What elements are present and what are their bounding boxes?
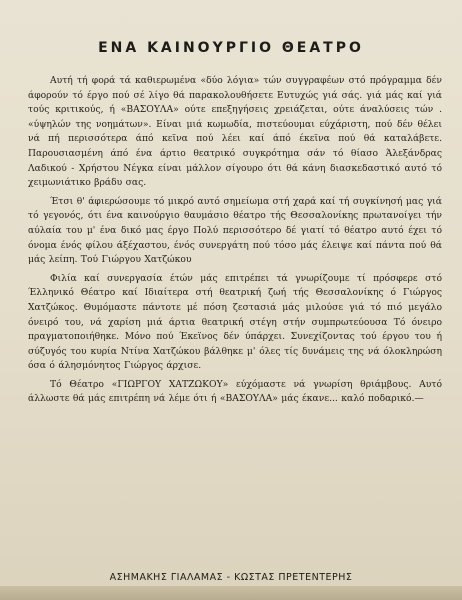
next-page-edge: [0, 586, 462, 600]
paragraph-dedication: Έτσι θ' άφιερώσουμε τό μικρό αυτό σημείωμα στή χαρά καί τή συγκίνησή μας γιά τό γεγονός, ότι ένα καινούργιο θαυμάσιο θέατρο τής Θεσσαλονίκης πρωτανοίγει τήν αύλαία του μ' ένα δικό μας έργο Πολύ περισσότερο δέ γιατί τό θέατρο αυτό έχει τό όνομα ένός φίλου άξέχαστου, ένός συνεργάτη πού τόσο μάς έλειψε καί πάντα πού θά μάς λείπη. Τού Γιώργου Χατζώκου: [28, 195, 442, 266]
page-title: ΕΝΑ ΚΑΙΝΟΥΡΓΙΟ ΘΕΑΤΡΟ: [98, 40, 364, 56]
article-body: [28, 74, 442, 407]
paragraph-friendship: Φιλία καί συνεργασία έτών μάς επιτρέπει τά γνωρίζουμε τί πρόσφερε στό Έλληνικό Θέατρο καί Ιδιαίτερα στή θεατρική ζωή τής Θεσσαλονίκης ό Γιώργος Χατζώκος. Θυμόμαστε πάντοτε μέ πόση ζεστασιά μάς μιλούσε γιά τό πιό μεγάλο όνειρό του, νά χαρίση μιά άρτια θεατρική στέγη στήν συμπρωτεύουσα Τό όνειρο πραγματοποιήθηκε. Μόνο πού Έκεϊνος δέν ύπάρχει. Συνεχίζοντας τού έργου του ή σύζυγός του κυρία Ντίνα Χατζώκου βάλθηκε μ' όλες τίς δυνάμεις της νά όλοκληρώση όσα ό άλησμόνητος Γιώργος άρχισε.: [28, 272, 442, 372]
paragraph-intro: Αυτή τή φορά τά καθιερωμένα «δύο λόγια» τών συγγραφέων στό πρόγραμμα δέν άφορούν τό έργο πού σέ λίγο θά παρακολουθήσετε Ευτυχώς γιά σάς. γιά μάς καί γιά τούς κριτικούς, ή «ΒΑΣΟΥΛΑ» ούτε επεξηγήσεις χρειάζεται, ούτε άναλύσεις τών . «ύψηλών της νοημάτων». Είναι μιά κωμωδία, πιστεύουμαι εύχάριστη, πού δέν θέλει νά πή περισσότερα άπό κεϊνα πού λέει καί άπό έκεϊνα πού θά καταλάβετε. Παρουσιασμένη άπό ένα άρτιο θεατρικό συγκρότημα σάν τό θίασο Άλεξάνδρας Λαδικού - Χρήστου Νέγκα είναι μάλλον σίγουρο ότι θά κάνη διασκεδαστικό αυτό τό χειμωνιάτικο βράδυ σας.: [28, 75, 442, 189]
authors-signature: ΑΣΗΜΑΚΗΣ ΓΙΑΛΑΜΑΣ - ΚΩΣΤΑΣ ΠΡΕΤΕΝΤΕΡΗΣ: [109, 572, 353, 583]
paragraph-closing: Τό Θέατρο «ΓΙΩΡΓΟΥ ΧΑΤΖΩΚΟΥ» εύχόμαστε νά γνωρίση θριάμβους. Αυτό άλλωστε θά μάς επιτρέπη νά λέμε ότι ή «ΒΑΣΟΥΛΑ» μάς έκανε... καλό ποδαρικό.—: [28, 378, 442, 405]
